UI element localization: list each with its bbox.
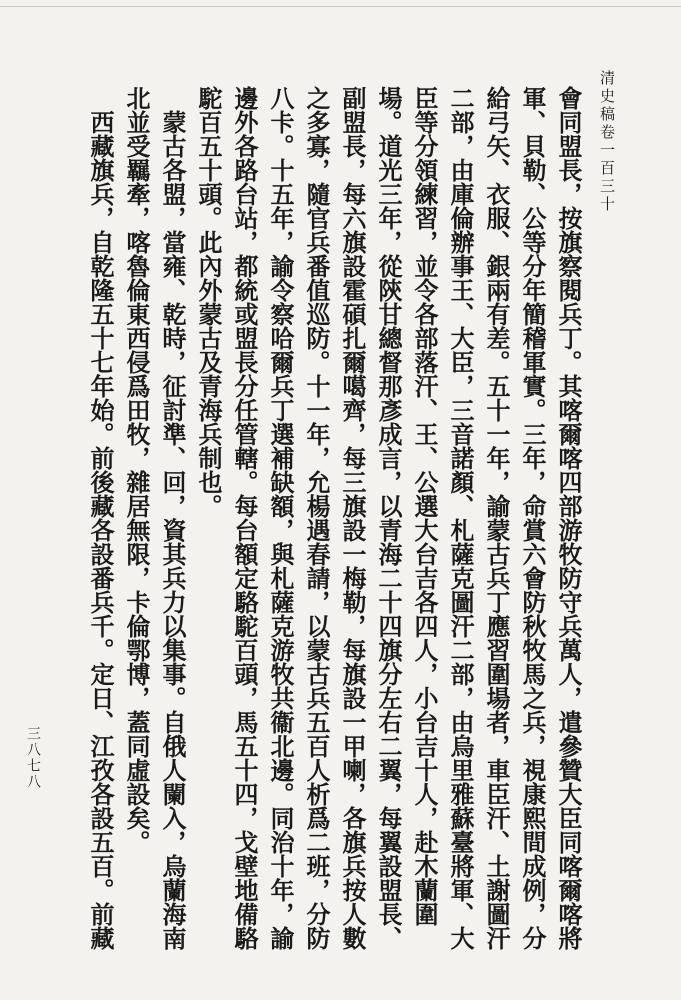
page-top-edge — [0, 6, 681, 7]
page-number: 三八七八 — [25, 726, 41, 790]
paragraph-mongol-leagues: 蒙古各盟，當雍、乾時，征討準、回，資其兵力以集事。自俄人闌入，烏蘭海南北並受羈牽，喀魯倫東西侵爲田牧，雜居無限，卡倫鄂博，蓋同虛設矣。 — [122, 86, 187, 950]
running-header-title: 清史稿卷一百三十 — [598, 70, 616, 214]
paragraph-mongol-qinghai-military: 會同盟長，按旗察閱兵丁。其喀爾喀四部游牧防守兵萬人，遣參贊大臣同喀爾喀將軍、貝勒、公等分年簡稽軍實。三年，命賞六會防秋牧馬之兵，視康熙間成例，分給弓矢、衣服、銀兩有差。五十一年，諭蒙古兵丁應習圍場者，車臣汗、土謝圖汗二部，由庫倫辦事王、大臣，三音諾顏、札薩克圖汗二部，由烏里雅蘇臺將軍、大臣等分領練習，並令各部落汗、王、公選大台吉各四人，小台吉十人，赴木蘭圍場。道光三年，從陝甘總督那彥成言，以青海二十四旗分左右二翼，每翼設盟長、副盟長，每六旗設霍碩扎爾噶齊，每三旗設一梅勒，每旗設一甲喇，各旗兵按人數之多寡，隨官兵番值巡防。十一年，允楊遇春請，以蒙古兵五百人析爲二班，分防八卡。十五年，諭令察哈爾兵丁選補缺額，與札薩克游牧共衞北邊。同治十年，諭邊外各路台站，都統或盟長分任管轄。每台額定駱駝百頭，馬五十四，戈壁地備駱駝百五十頭。此內外蒙古及青海兵制也。 — [194, 86, 583, 950]
main-text-body — [86, 86, 586, 966]
paragraph-tibet-banner-troops: 西藏旗兵，自乾隆五十七年始。前後藏各設番兵千。定日、江孜各設五百。前藏 — [86, 110, 115, 950]
